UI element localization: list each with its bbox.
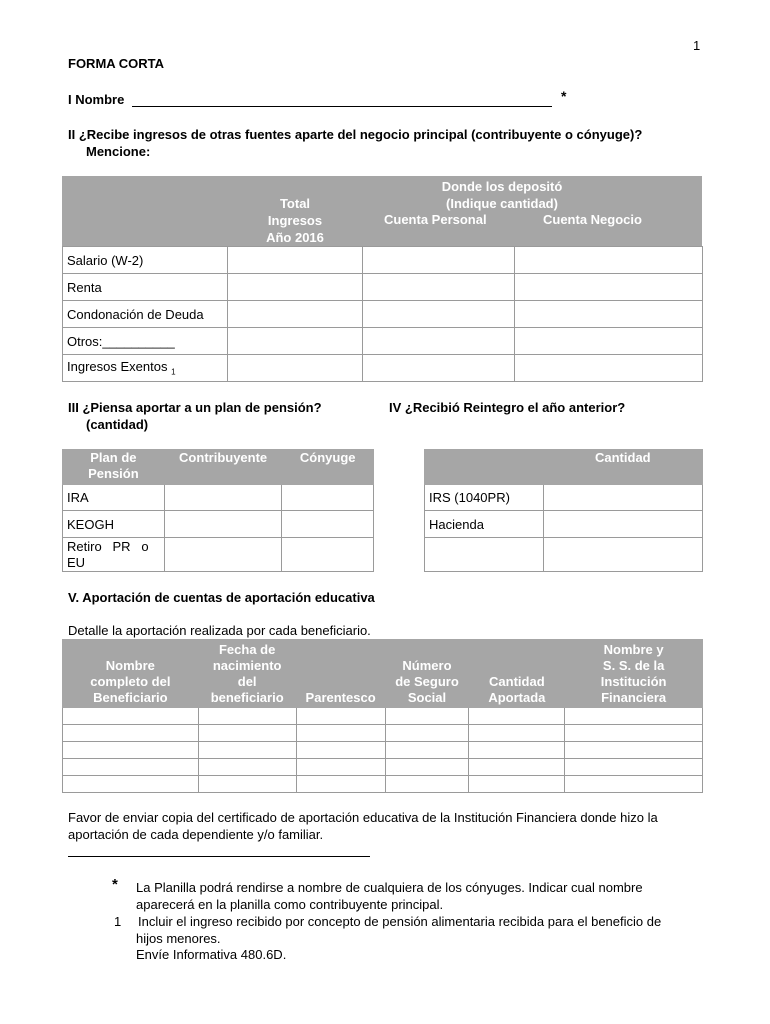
personal-cell[interactable]	[362, 274, 515, 301]
cell[interactable]	[565, 708, 703, 725]
row-label: Condonación de Deuda	[63, 301, 228, 328]
footnote-mark: 1	[171, 367, 176, 377]
col-institucion-line3: Institución	[600, 674, 667, 689]
cell[interactable]	[296, 725, 385, 742]
col-contribuyente: Contribuyente	[164, 450, 282, 485]
education-table	[62, 639, 703, 793]
negocio-cell[interactable]	[515, 301, 703, 328]
header-total-line2: Ingresos	[267, 213, 323, 228]
col-cantidad-line2: Aportada	[488, 690, 546, 705]
header-cuenta-negocio: Cuenta Negocio	[543, 212, 642, 227]
row-label: Otros:__________	[63, 328, 228, 355]
col-fecha-line3: del	[237, 674, 257, 689]
header-total-line1: Total	[279, 196, 311, 211]
cantidad-cell[interactable]	[543, 538, 702, 572]
col-blank	[425, 450, 544, 485]
col-fecha-line2: nacimiento	[212, 658, 282, 673]
table-row	[63, 725, 703, 742]
col-conyuge: Cónyuge	[282, 450, 374, 485]
col-plan-line2: Pensión	[88, 466, 139, 481]
cell[interactable]	[198, 708, 296, 725]
header-cuenta-personal: Cuenta Personal	[384, 212, 487, 227]
col-fecha	[198, 640, 296, 708]
row-label-text: Ingresos Exentos	[67, 359, 168, 375]
col-nombre-line2: completo del	[90, 674, 171, 689]
income-table	[62, 246, 703, 382]
header-deposit	[362, 178, 642, 212]
cell[interactable]	[198, 742, 296, 759]
col-seguro-line2: de Seguro	[395, 674, 459, 689]
cell[interactable]	[63, 742, 199, 759]
section5-intro: Detalle la aportación realizada por cada beneficiario.	[68, 623, 371, 638]
section3-question: III ¿Piensa aportar a un plan de pensión?	[68, 400, 322, 415]
footnote-one-mark: 1	[114, 914, 122, 929]
footnote-separator	[68, 856, 370, 857]
total-cell[interactable]	[227, 355, 362, 382]
table-row	[63, 485, 374, 511]
cell[interactable]	[385, 725, 469, 742]
table-row	[63, 301, 703, 328]
col-seguro-line1: Número	[402, 658, 452, 673]
footnote-one-text-cont: hijos menores.	[136, 931, 221, 946]
cantidad-cell[interactable]	[543, 485, 702, 511]
col-cantidad: Cantidad	[543, 450, 702, 485]
col-fecha-line4: beneficiario	[210, 690, 284, 705]
cell[interactable]	[565, 776, 703, 793]
name-field[interactable]	[132, 92, 552, 107]
cell[interactable]	[63, 776, 199, 793]
col-seguro-social	[385, 640, 469, 708]
cell[interactable]	[469, 708, 565, 725]
cell[interactable]	[296, 708, 385, 725]
row-label	[63, 538, 165, 572]
personal-cell[interactable]	[362, 328, 515, 355]
total-cell[interactable]	[227, 274, 362, 301]
closing-text: Favor de enviar copia del certificado de aportación educativa de la Institución Financiera donde hizo la	[68, 810, 658, 825]
col-plan-line1: Plan de	[90, 450, 137, 465]
cell[interactable]	[469, 776, 565, 793]
row-label-line1: Retiro PR o	[67, 538, 149, 554]
header-deposit-line2: (Indique cantidad)	[446, 196, 558, 211]
row-label	[63, 355, 228, 382]
table-row	[63, 328, 703, 355]
cell[interactable]	[469, 742, 565, 759]
table-header-row	[63, 640, 703, 708]
table-row	[63, 247, 703, 274]
total-cell[interactable]	[227, 247, 362, 274]
personal-cell[interactable]	[362, 301, 515, 328]
conyuge-cell[interactable]	[282, 511, 374, 538]
header-deposit-line1: Donde los depositó	[441, 179, 563, 194]
cantidad-cell[interactable]	[543, 511, 702, 538]
refund-table	[424, 449, 703, 572]
page-number: 1	[693, 38, 701, 53]
table-row	[425, 538, 703, 572]
conyuge-cell[interactable]	[282, 538, 374, 572]
row-label: IRA	[63, 485, 165, 511]
cell[interactable]	[385, 708, 469, 725]
col-nombre-line1: Nombre	[105, 658, 155, 673]
cell[interactable]	[198, 759, 296, 776]
section3-question-cont: (cantidad)	[86, 417, 149, 432]
footnote-star-text: La Planilla podrá rendirse a nombre de cualquiera de los cónyuges. Indicar cual nombre	[136, 880, 643, 895]
table-row	[63, 355, 703, 382]
name-label: I Nombre	[68, 92, 125, 107]
contribuyente-cell[interactable]	[164, 511, 282, 538]
row-label: Salario (W-2)	[63, 247, 228, 274]
footnote-one-text-cont2: Envíe Informativa 480.6D.	[136, 947, 287, 962]
table-row	[63, 759, 703, 776]
negocio-cell[interactable]	[515, 274, 703, 301]
row-label: KEOGH	[63, 511, 165, 538]
cell[interactable]	[198, 776, 296, 793]
col-fecha-line1: Fecha de	[218, 642, 276, 657]
cell[interactable]	[385, 742, 469, 759]
col-cantidad	[469, 640, 565, 708]
section5-title: V. Aportación de cuentas de aportación educativa	[68, 590, 375, 605]
col-parentesco: Parentesco	[296, 640, 385, 708]
header-total-line3: Año 2016	[266, 230, 324, 245]
cell[interactable]	[565, 742, 703, 759]
cell[interactable]	[385, 759, 469, 776]
personal-cell[interactable]	[362, 355, 515, 382]
cell[interactable]	[385, 776, 469, 793]
total-cell[interactable]	[227, 301, 362, 328]
cell[interactable]	[198, 725, 296, 742]
section2-question: II ¿Recibe ingresos de otras fuentes aparte del negocio principal (contribuyente o cónyuge)?	[68, 127, 643, 142]
row-label-line2: EU	[67, 554, 86, 570]
cell[interactable]	[63, 759, 199, 776]
table-header-row	[425, 450, 703, 485]
row-label: Hacienda	[425, 511, 544, 538]
total-cell[interactable]	[227, 328, 362, 355]
contribuyente-cell[interactable]	[164, 485, 282, 511]
footnote-star-mark: *	[112, 876, 118, 893]
cell[interactable]	[63, 725, 199, 742]
cell[interactable]	[296, 776, 385, 793]
row-label: Renta	[63, 274, 228, 301]
col-institucion	[565, 640, 703, 708]
col-nombre-line3: Beneficiario	[93, 690, 168, 705]
negocio-cell[interactable]	[515, 247, 703, 274]
closing-text-cont: aportación de cada dependiente y/o familiar.	[68, 827, 324, 842]
footnote-one-text: Incluir el ingreso recibido por concepto de pensión alimentaria recibida para el beneficio de	[138, 914, 662, 929]
table-row	[63, 742, 703, 759]
cell[interactable]	[565, 759, 703, 776]
table-row	[63, 511, 374, 538]
cell[interactable]	[469, 725, 565, 742]
row-label: IRS (1040PR)	[425, 485, 544, 511]
col-plan	[63, 450, 165, 485]
section2-question-cont: Mencione:	[86, 144, 151, 159]
cell[interactable]	[296, 742, 385, 759]
negocio-cell[interactable]	[515, 328, 703, 355]
col-seguro-line3: Social	[407, 690, 447, 705]
table-row	[425, 511, 703, 538]
section4-question: IV ¿Recibió Reintegro el año anterior?	[389, 400, 626, 415]
table-row	[63, 776, 703, 793]
table-header-row	[63, 450, 374, 485]
col-institucion-line2: S. S. de la	[602, 658, 665, 673]
name-asterisk: *	[561, 88, 567, 104]
footnote-star-text-cont: aparecerá en la planilla como contribuyente principal.	[136, 897, 444, 912]
col-cantidad-line1: Cantidad	[489, 674, 545, 689]
conyuge-cell[interactable]	[282, 485, 374, 511]
table-row	[425, 485, 703, 511]
table-row	[63, 708, 703, 725]
cell[interactable]	[565, 725, 703, 742]
row-label	[425, 538, 544, 572]
col-institucion-line4: Financiera	[601, 690, 667, 705]
cell[interactable]	[296, 759, 385, 776]
personal-cell[interactable]	[362, 247, 515, 274]
pension-table	[62, 449, 374, 572]
col-institucion-line1: Nombre y	[603, 642, 664, 657]
cell[interactable]	[63, 708, 199, 725]
header-total	[228, 195, 362, 246]
col-nombre	[63, 640, 199, 708]
cell[interactable]	[469, 759, 565, 776]
table-row	[63, 274, 703, 301]
form-title: FORMA CORTA	[68, 56, 165, 71]
negocio-cell[interactable]	[515, 355, 703, 382]
contribuyente-cell[interactable]	[164, 538, 282, 572]
table-row	[63, 538, 374, 572]
